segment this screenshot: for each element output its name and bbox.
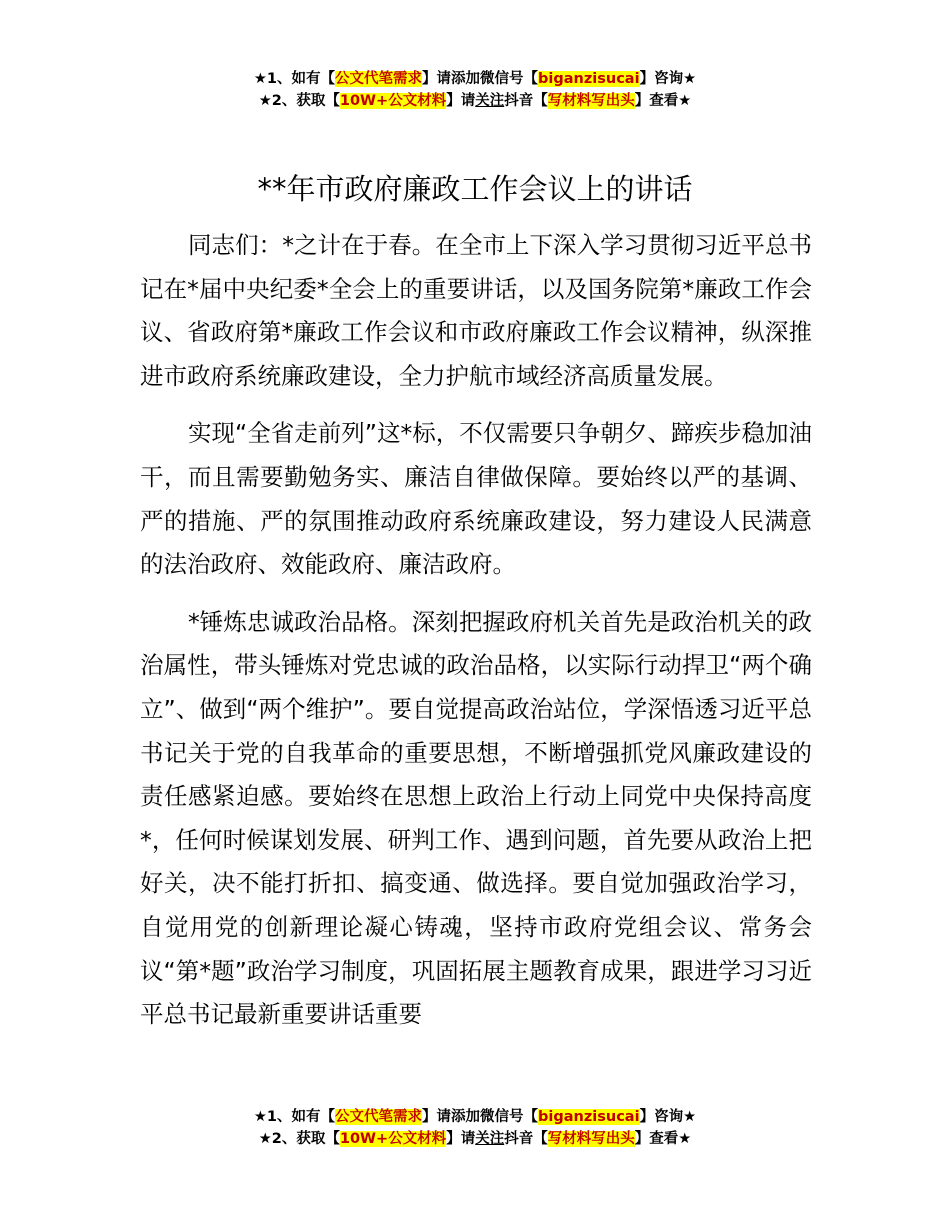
header-line1-suffix: 】咨询★ xyxy=(639,71,697,87)
footer-line2-middle-a: 】请 xyxy=(446,1131,476,1147)
footer-line1-highlight-service: 公文代笔需求 xyxy=(335,1109,423,1125)
header-line1-highlight-wechat-id: biganzisucai xyxy=(538,71,640,87)
header-banner-line-2 xyxy=(0,90,950,112)
footer-line2-highlight-materials: 10W+公文材料 xyxy=(339,1131,447,1147)
header-line2-middle-a: 】请 xyxy=(446,93,476,109)
footer-line1-suffix: 】咨询★ xyxy=(639,1109,697,1125)
header-line2-suffix: 】查看★ xyxy=(634,93,692,109)
paragraph-3: *锤炼忠诚政治品格。深刻把握政府机关首先是政治机关的政治属性，带头锤炼对党忠诚的政治品格，以实际行动捍卫“两个确立”、做到“两个维护”。要自觉提高政治站位，学深悟透习近平总书记关于党的自我革命的重要思想，不断增强抓党风廉政建设的责任感紧迫感。要始终在思想上政治上行动上同党中央保持高度*，任何时候谋划发展、研判工作、遇到问题，首先要从政治上把好关，决不能打折扣、搞变通、做选择。要自觉加强政治学习，自觉用党的创新理论凝心铸魂，坚持市政府党组会议、常务会议“第*题”政治学习制度，巩固拓展主题教育成果，跟进学习习近平总书记最新重要讲话重要 xyxy=(140,607,812,1029)
header-line2-highlight-account: 写材料写出头 xyxy=(547,93,635,109)
header-line2-highlight-materials: 10W+公文材料 xyxy=(339,93,447,109)
document-body xyxy=(140,224,812,1051)
header-line1-middle: 】请添加微信号【 xyxy=(422,71,539,87)
document-title: **年市政府廉政工作会议上的讲话 xyxy=(257,172,693,206)
header-banner-line-1 xyxy=(0,68,950,90)
footer-line2-prefix: ★2、获取【 xyxy=(258,1131,340,1147)
footer-banner-line-2 xyxy=(0,1128,950,1150)
footer-line1-prefix: ★1、如有【 xyxy=(253,1109,336,1125)
footer-line1-middle: 】请添加微信号【 xyxy=(422,1109,539,1125)
header-line1-highlight-service: 公文代笔需求 xyxy=(335,71,423,87)
footer-line2-middle-b: 抖音【 xyxy=(504,1131,548,1147)
header-banner xyxy=(0,68,950,112)
footer-line1-highlight-wechat-id: biganzisucai xyxy=(538,1109,640,1125)
footer-banner-line-1 xyxy=(0,1106,950,1128)
header-line2-underlined-follow: 关注 xyxy=(475,93,505,109)
paragraph-1: 同志们：*之计在于春。在全市上下深入学习贯彻习近平总书记在*届中央纪委*全会上的重要讲话，以及国务院第*廉政工作会议、省政府第*廉政工作会议和市政府廉政工作会议精神，纵深推进市政府系统廉政建设，全力护航市域经济高质量发展。 xyxy=(140,231,812,390)
header-line2-middle-b: 抖音【 xyxy=(504,93,548,109)
header-line2-prefix: ★2、获取【 xyxy=(258,93,340,109)
footer-line2-suffix: 】查看★ xyxy=(634,1131,692,1147)
footer-line2-underlined-follow: 关注 xyxy=(475,1131,505,1147)
header-line1-prefix: ★1、如有【 xyxy=(253,71,336,87)
paragraph-2: 实现“全省走前列”这*标，不仅需要只争朝夕、蹄疾步稳加油干，而且需要勤勉务实、廉洁自律做保障。要始终以严的基调、严的措施、严的氛围推动政府系统廉政建设，努力建设人民满意的法治政府、效能政府、廉洁政府。 xyxy=(140,419,812,579)
footer-line2-highlight-account: 写材料写出头 xyxy=(547,1131,635,1147)
footer-banner xyxy=(0,1106,950,1150)
